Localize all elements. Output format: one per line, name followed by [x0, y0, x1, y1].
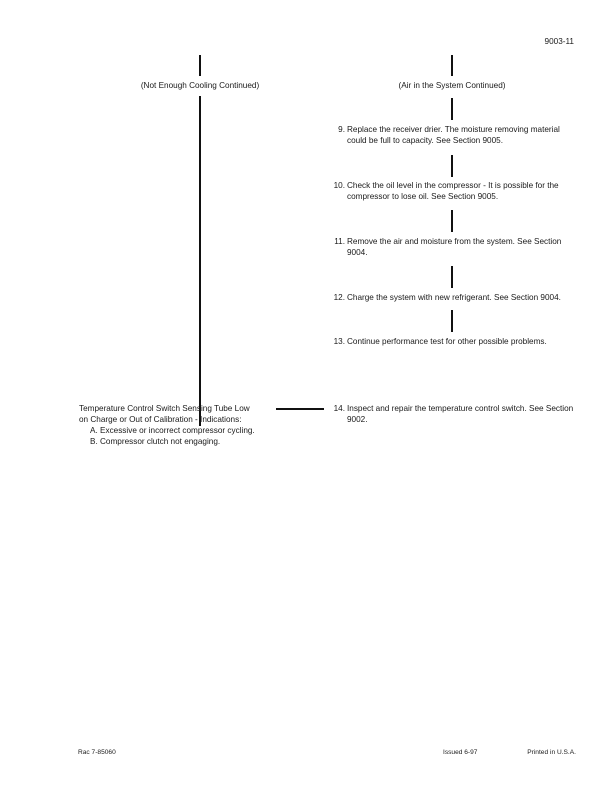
right-column-heading: (Air in the System Continued): [398, 81, 506, 90]
condition-item-a: A. Excessive or incorrect compressor cycling.: [90, 426, 255, 435]
left-column-heading: (Not Enough Cooling Continued): [140, 81, 260, 90]
footer-issued: Issued 6-97: [443, 749, 478, 756]
step-11: [331, 236, 576, 258]
step-number: 12.: [333, 293, 345, 302]
step-10: [331, 180, 576, 202]
flow-connector-right-top: [451, 55, 453, 76]
flow-connector-left-main: [199, 96, 201, 426]
condition-item-b: B. Compressor clutch not engaging.: [90, 437, 221, 446]
step-12: [331, 292, 576, 303]
step-number: 10.: [333, 181, 345, 190]
step-text: Inspect and repair the temperature control switch. See Section 9002.: [347, 404, 574, 424]
flow-connector-right-2: [451, 155, 453, 177]
condition-block: [79, 403, 255, 447]
step-text: Continue performance test for other possible problems.: [347, 337, 547, 346]
step-number: 9.: [338, 125, 345, 134]
step-text: Charge the system with new refrigerant. See Section 9004.: [347, 293, 561, 302]
flow-connector-horizontal: [276, 408, 324, 410]
step-14: [331, 403, 576, 425]
condition-line-2: on Charge or Out of Calibration - Indications:: [79, 415, 242, 424]
footer-printed: Printed in U.S.A.: [527, 749, 576, 756]
step-9: [331, 124, 576, 146]
step-number: 11.: [334, 237, 345, 246]
flow-connector-left-top: [199, 55, 201, 76]
flow-connector-right-3: [451, 210, 453, 232]
flow-connector-right-4: [451, 266, 453, 288]
condition-line-1: Temperature Control Switch Sensing Tube Low: [79, 404, 250, 413]
step-text: Remove the air and moisture from the system. See Section 9004.: [347, 237, 562, 257]
step-text: Replace the receiver drier. The moisture removing material could be full to capacity. See Section 9005.: [347, 125, 560, 145]
flow-connector-right-5: [451, 310, 453, 332]
page-number: 9003-11: [544, 37, 574, 46]
step-text: Check the oil level in the compressor - It is possible for the compressor to lose oil. See Section 9005.: [347, 181, 559, 201]
footer-doc-number: Rac 7-85060: [78, 749, 116, 756]
flow-connector-right-1: [451, 98, 453, 120]
step-13: [331, 336, 576, 347]
step-number: 13.: [333, 337, 345, 346]
step-number: 14.: [333, 404, 345, 413]
